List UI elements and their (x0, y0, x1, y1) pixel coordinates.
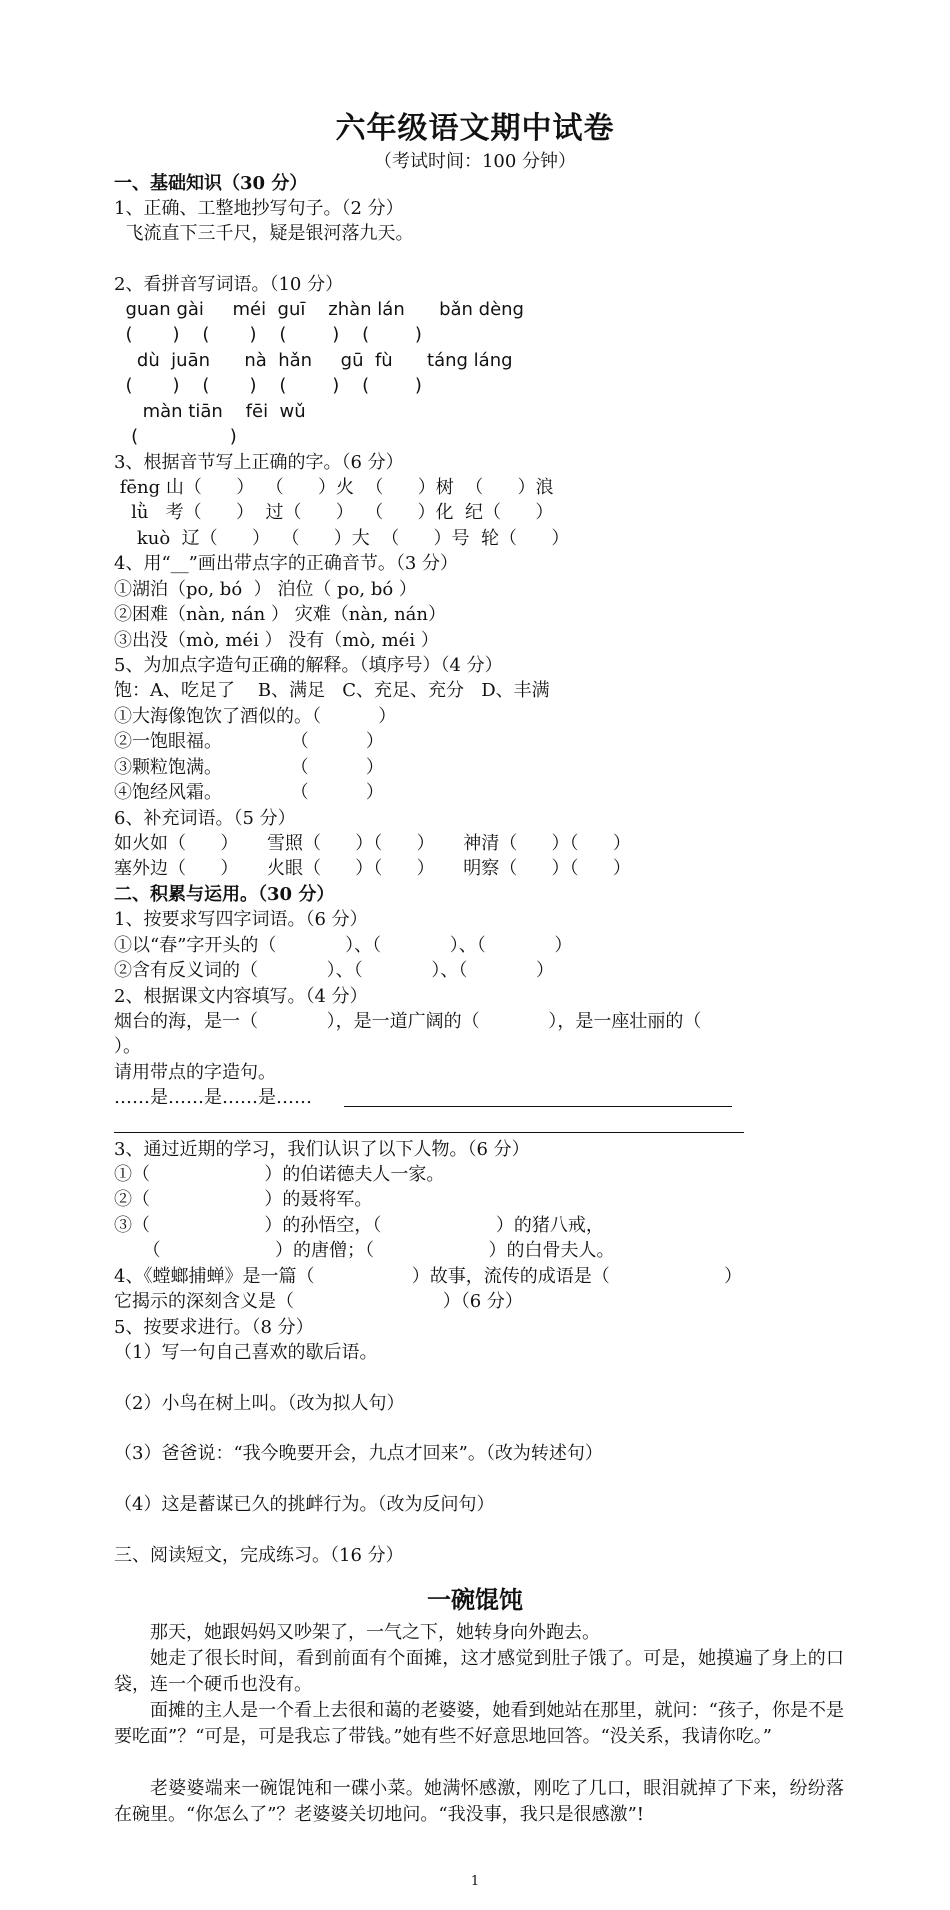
question-5-row-2: ②一饱眼福。 （ ） (114, 731, 384, 752)
part2-question-2: 2、根据课文内容填写。（4 分） (114, 986, 368, 1007)
reading-paragraph-4: 老婆婆端来一碗馄饨和一碟小菜。她满怀感激，刚吃了几口，眼泪就掉了下来，纷纷落在碗里。“你怎么了”？老婆婆关切地问。“我没事，我只是很感激”! (114, 1778, 844, 1825)
answer-row-3: ( ) (114, 426, 237, 447)
question-3-row-3: kuò 辽（ ） （ ）大 （ ）号 轮（ ） (114, 528, 570, 549)
part2-question-3: 3、通过近期的学习，我们认识了以下人物。（6 分） (114, 1139, 530, 1160)
question-1-sentence: 飞流直下三千尺，疑是银河落九天。 (114, 223, 414, 244)
question-6-row-2: 塞外边（ ） 火眼（ ）（ ） 明察（ ）（ ） (114, 858, 631, 879)
part2-question-1-row-2: ②含有反义词的（ ）、（ ）、（ ） (114, 960, 554, 981)
part2-question-5: 5、按要求进行。（8 分） (114, 1317, 314, 1338)
pinyin-row-1: guan gài méi guī zhàn lán bǎn dèng (114, 299, 524, 320)
reading-paragraph-1: 那天，她跟妈妈又吵架了，一气之下，她转身向外跑去。 (150, 1622, 600, 1643)
part2-question-3-row-1: ①（ ）的伯诺德夫人一家。 (114, 1164, 445, 1185)
part2-question-2-row-3: 请用带点的字造句。 (114, 1062, 276, 1083)
question-4-row-2: ②困难（nàn, nán ） 灾难（nàn, nán） (114, 604, 446, 625)
question-5-row-3: ③颗粒饱满。 （ ） (114, 757, 384, 778)
question-5-row-4: ④饱经风霜。 （ ） (114, 782, 384, 803)
question-5: 5、为加点字造句正确的解释。（填序号）（4 分） (114, 655, 503, 676)
part2-question-5-item-1: （1）写一句自己喜欢的歇后语。 (114, 1342, 378, 1363)
question-5-options: 饱：A、吃足了 B、满足 C、充足、充分 D、丰满 (114, 680, 550, 701)
part2-question-3-row-3: ③（ ）的孙悟空，（ ）的猪八戒， (114, 1215, 604, 1236)
part2-question-1-row-1: ①以“春”字开头的（ ）、（ ）、（ ） (114, 935, 573, 956)
pinyin-row-3: màn tiān fēi wǔ (114, 401, 306, 422)
question-5-row-1: ①大海像饱饮了酒似的。（ ） (114, 706, 397, 727)
reading-paragraph-3: 面摊的主人是一个看上去很和蔼的老婆婆，她看到她站在那里，就问：“孩子，你是不是要吃面”？“可是，可是我忘了带钱。”她有些不好意思地回答。“没关系，我请你吃。” (114, 1700, 844, 1747)
question-3: 3、根据音节写上正确的字。（6 分） (114, 452, 404, 473)
question-6-row-1: 如火如（ ） 雪照（ ）（ ） 神清（ ）（ ） (114, 833, 631, 854)
part2-question-4-row-2: 它揭示的深刻含义是（ ）（6 分） (114, 1291, 523, 1312)
question-1: 1、正确、工整地抄写句子。（2 分） (114, 198, 404, 219)
question-2: 2、看拼音写词语。（10 分） (114, 274, 344, 295)
answer-line-1 (344, 1106, 732, 1107)
part2-question-5-item-2: （2）小鸟在树上叫。（改为拟人句） (114, 1393, 405, 1414)
part2-question-2-row-2: ）。 (114, 1036, 141, 1057)
part2-question-3-row-2: ②（ ）的聂将军。 (114, 1189, 373, 1210)
part2-question-5-item-3: （3）爸爸说：“我今晚要开会，九点才回来”。（改为转述句） (114, 1443, 603, 1464)
part2-question-2-row-4: ……是……是……是…… (114, 1087, 312, 1108)
section-3-heading: 三、阅读短文，完成练习。（16 分） (114, 1545, 404, 1566)
section-1-heading: 一、基础知识（30 分） (114, 173, 308, 194)
section-2-heading: 二、积累与运用。（30 分） (114, 884, 335, 905)
answer-row-1: ( ) ( ) ( ) ( ) (114, 324, 422, 345)
part2-question-3-row-4: （ ）的唐僧；（ ）的白骨夫人。 (114, 1240, 615, 1261)
exam-time: （考试时间：100 分钟） (373, 151, 577, 172)
reading-paragraph-2: 她走了很长时间，看到前面有个面摊，这才感觉到肚子饿了。可是，她摸遍了身上的口袋，连一个硬币也没有。 (114, 1648, 844, 1695)
question-3-row-1: fēng 山（ ） （ ）火 （ ）树 （ ）浪 (114, 477, 554, 498)
question-4-row-1: ①湖泊（po, bó ） 泊位（ po, bó ） (114, 579, 417, 600)
question-3-row-2: lǜ 考（ ） 过（ ） （ ）化 纪（ ） (114, 502, 554, 523)
page-number: 1 (470, 1874, 480, 1889)
part2-question-5-item-4: （4）这是蓄谋已久的挑衅行为。（改为反问句） (114, 1494, 495, 1515)
pinyin-row-2: dù juān nà hǎn gū fù táng láng (114, 350, 513, 371)
question-4: 4、用“__”画出带点字的正确音节。（3 分） (114, 553, 459, 574)
exam-title: 六年级语文期中试卷 (335, 111, 615, 146)
question-4-row-3: ③出没（mò, méi ） 没有（mò, méi ） (114, 630, 439, 651)
part2-question-2-row-1: 烟台的海，是一（ ），是一道广阔的（ ），是一座壮丽的（ (114, 1011, 702, 1032)
part2-question-4-row-1: 4、《螳螂捕蝉》是一篇（ ）故事，流传的成语是（ ） (114, 1266, 743, 1287)
answer-line-2 (114, 1132, 744, 1133)
part2-question-1: 1、按要求写四字词语。（6 分） (114, 909, 368, 930)
question-6: 6、补充词语。（5 分） (114, 808, 296, 829)
answer-row-2: ( ) ( ) ( ) ( ) (114, 375, 422, 396)
reading-title: 一碗馄饨 (427, 1585, 523, 1614)
